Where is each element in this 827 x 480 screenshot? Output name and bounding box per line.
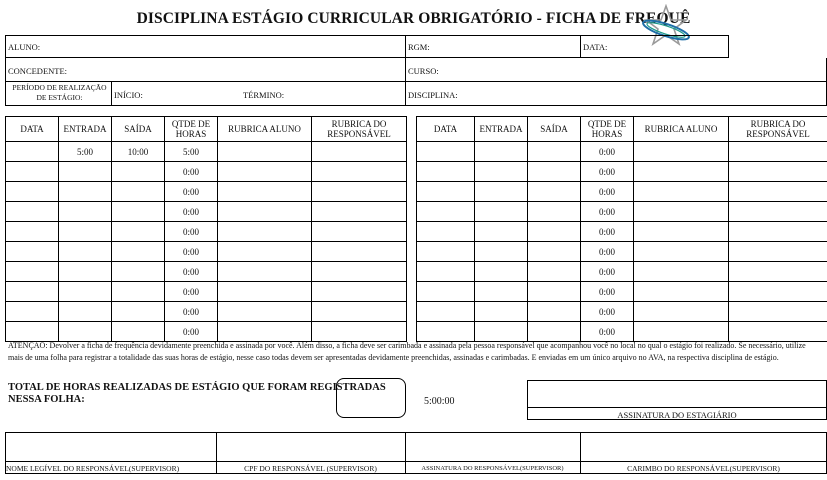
cell-entrada[interactable] xyxy=(59,242,112,262)
disciplina-label: DISCIPLINA: xyxy=(408,90,458,100)
cell-rubrica-aluno[interactable] xyxy=(218,202,312,222)
cell-data[interactable] xyxy=(6,302,59,322)
cell-data[interactable] xyxy=(6,162,59,182)
cell-qtde-horas[interactable]: 5:00 xyxy=(165,142,218,162)
cell-rubrica-responsavel[interactable] xyxy=(729,242,827,262)
cell-data[interactable] xyxy=(6,202,59,222)
cell-data[interactable] xyxy=(417,322,475,342)
aluno-row xyxy=(5,35,729,58)
cell-saida[interactable] xyxy=(528,162,581,182)
cell-qtde-horas[interactable]: 0:00 xyxy=(581,142,634,162)
total-hours-label: TOTAL DE HORAS REALIZADAS DE ESTÁGIO QUE FORAM REGISTRADAS NESSA FOLHA: xyxy=(8,382,386,405)
cell-rubrica-responsavel[interactable] xyxy=(729,202,827,222)
cell-rubrica-responsavel[interactable] xyxy=(312,302,407,322)
curso-label: CURSO: xyxy=(408,66,439,76)
cell-rubrica-responsavel[interactable] xyxy=(729,222,827,242)
table-row xyxy=(417,142,827,162)
col-qtde: QTDE DE HORAS xyxy=(581,117,634,142)
cell-rubrica-responsavel[interactable] xyxy=(312,162,407,182)
col-rubrica-aluno: RUBRICA ALUNO xyxy=(634,117,729,142)
table-row xyxy=(6,322,407,342)
cell-qtde-horas[interactable]: 0:00 xyxy=(165,182,218,202)
table-row xyxy=(6,142,407,162)
cell-rubrica-responsavel[interactable] xyxy=(312,242,407,262)
cell-rubrica-aluno[interactable] xyxy=(218,322,312,342)
cell-data[interactable] xyxy=(417,222,475,242)
rgm-label: RGM: xyxy=(408,42,430,52)
cell-qtde-horas[interactable]: 0:00 xyxy=(581,242,634,262)
cell-data[interactable] xyxy=(417,142,475,162)
cell-saida[interactable] xyxy=(112,222,165,242)
cell-rubrica-responsavel[interactable] xyxy=(729,162,827,182)
supervisor-cpf-label: CPF DO RESPONSÁVEL (SUPERVISOR) xyxy=(244,464,377,473)
cell-saida[interactable] xyxy=(112,162,165,182)
supervisor-signature-label: ASSINATURA DO RESPONSÁVEL(SUPERVISOR) xyxy=(421,465,564,472)
col-saida: SAÍDA xyxy=(112,117,165,142)
cell-rubrica-responsavel[interactable] xyxy=(729,302,827,322)
table-row xyxy=(6,262,407,282)
cell-entrada[interactable] xyxy=(475,322,528,342)
cell-rubrica-aluno[interactable] xyxy=(634,182,729,202)
cell-rubrica-aluno[interactable] xyxy=(634,162,729,182)
cell-data[interactable] xyxy=(417,242,475,262)
page-title: DISCIPLINA ESTÁGIO CURRICULAR OBRIGATÓRIO - FICHA DE FREQUÊ xyxy=(136,10,691,27)
cell-rubrica-aluno[interactable] xyxy=(634,142,729,162)
cell-saida[interactable] xyxy=(528,222,581,242)
cell-rubrica-aluno[interactable] xyxy=(218,182,312,202)
col-rubrica-aluno: RUBRICA ALUNO xyxy=(218,117,312,142)
cell-rubrica-responsavel[interactable] xyxy=(312,202,407,222)
cell-qtde-horas[interactable]: 0:00 xyxy=(581,322,634,342)
cell-entrada[interactable]: 5:00 xyxy=(59,142,112,162)
col-saida: SAÍDA xyxy=(528,117,581,142)
col-rubrica-responsavel: RUBRICA DO RESPONSÁVEL xyxy=(312,117,407,142)
cell-qtde-horas[interactable]: 0:00 xyxy=(165,162,218,182)
supervisor-name-label: NOME LEGÍVEL DO RESPONSÁVEL(SUPERVISOR) xyxy=(6,464,180,473)
attention-note: ATENÇÃO: Devolver a ficha de frequência devidamente preenchida e assinada por você. Além disso, a ficha deve ser carimbada e assinada pela pessoa responsável que acompanhou você no local no qual o estágio foi realizado. Se necessário, utilize mais de uma folha para registrar a totalidade das suas horas de estágio, nesse caso todas devem ser apresentadas devidamente preenchidas, assinadas e carimbadas. E enviadas em um único arquivo no AVA, na respectiva disciplina de estágio. xyxy=(8,341,806,362)
data-label: DATA: xyxy=(583,42,608,52)
total-hours-box xyxy=(336,378,406,418)
cell-entrada[interactable] xyxy=(59,322,112,342)
col-rubrica-responsavel: RUBRICA DO RESPONSÁVEL xyxy=(729,117,827,142)
cell-rubrica-responsavel[interactable] xyxy=(312,322,407,342)
col-qtde: QTDE DE HORAS xyxy=(165,117,218,142)
cell-rubrica-aluno[interactable] xyxy=(218,282,312,302)
cell-entrada[interactable] xyxy=(475,182,528,202)
cell-rubrica-aluno[interactable] xyxy=(218,242,312,262)
cell-saida[interactable]: 10:00 xyxy=(112,142,165,162)
cell-rubrica-aluno[interactable] xyxy=(634,322,729,342)
cell-rubrica-aluno[interactable] xyxy=(218,262,312,282)
cell-entrada[interactable] xyxy=(475,302,528,322)
cell-data[interactable] xyxy=(6,262,59,282)
cell-qtde-horas[interactable]: 0:00 xyxy=(165,322,218,342)
cell-rubrica-aluno[interactable] xyxy=(218,302,312,322)
cell-saida[interactable] xyxy=(528,182,581,202)
cell-entrada[interactable] xyxy=(59,222,112,242)
cell-qtde-horas[interactable]: 0:00 xyxy=(581,202,634,222)
cell-rubrica-aluno[interactable] xyxy=(634,242,729,262)
cell-data[interactable] xyxy=(6,282,59,302)
periodo-label: PERÍODO DE REALIZAÇÃO DE ESTÁGIO: xyxy=(12,83,107,102)
cell-entrada[interactable] xyxy=(59,302,112,322)
col-data: DATA xyxy=(6,117,59,142)
cell-qtde-horas[interactable]: 0:00 xyxy=(165,222,218,242)
cell-entrada[interactable] xyxy=(475,282,528,302)
cell-rubrica-aluno[interactable] xyxy=(218,222,312,242)
cell-rubrica-responsavel[interactable] xyxy=(729,182,827,202)
cell-qtde-horas[interactable]: 0:00 xyxy=(581,182,634,202)
table-row xyxy=(417,302,827,322)
cell-saida[interactable] xyxy=(528,202,581,222)
cell-saida[interactable] xyxy=(528,262,581,282)
table-row xyxy=(6,202,407,222)
supervisor-stamp-label: CARIMBO DO RESPONSÁVEL(SUPERVISOR) xyxy=(627,464,780,473)
concedente-label: CONCEDENTE: xyxy=(8,66,68,76)
cell-rubrica-responsavel[interactable] xyxy=(729,322,827,342)
termino-label: TÉRMINO: xyxy=(243,90,285,100)
cell-qtde-horas[interactable]: 0:00 xyxy=(581,162,634,182)
table-row xyxy=(6,182,407,202)
table-row xyxy=(6,162,407,182)
cell-data[interactable] xyxy=(417,262,475,282)
aluno-label: ALUNO: xyxy=(8,42,41,52)
table-row xyxy=(6,302,407,322)
cell-entrada[interactable] xyxy=(475,142,528,162)
cell-rubrica-aluno[interactable] xyxy=(634,202,729,222)
cell-qtde-horas[interactable]: 0:00 xyxy=(165,302,218,322)
right-attendance-table xyxy=(416,116,827,342)
cell-rubrica-responsavel[interactable] xyxy=(729,282,827,302)
cell-rubrica-responsavel[interactable] xyxy=(312,142,407,162)
table-row xyxy=(417,162,827,182)
cell-entrada[interactable] xyxy=(475,242,528,262)
cell-saida[interactable] xyxy=(528,322,581,342)
cell-data[interactable] xyxy=(417,302,475,322)
left-attendance-table xyxy=(5,116,407,342)
cell-data[interactable] xyxy=(417,202,475,222)
cell-qtde-horas[interactable]: 0:00 xyxy=(165,282,218,302)
cell-entrada[interactable] xyxy=(59,202,112,222)
cell-qtde-horas[interactable]: 0:00 xyxy=(165,262,218,282)
col-entrada: ENTRADA xyxy=(475,117,528,142)
cell-rubrica-aluno[interactable] xyxy=(218,162,312,182)
cell-data[interactable] xyxy=(6,222,59,242)
cell-saida[interactable] xyxy=(528,282,581,302)
cell-data[interactable] xyxy=(417,182,475,202)
table-row xyxy=(417,182,827,202)
table-row xyxy=(6,242,407,262)
cell-qtde-horas[interactable]: 0:00 xyxy=(165,242,218,262)
cell-data[interactable] xyxy=(6,322,59,342)
col-data: DATA xyxy=(417,117,475,142)
cell-data[interactable] xyxy=(417,162,475,182)
cell-saida[interactable] xyxy=(112,282,165,302)
cell-saida[interactable] xyxy=(528,142,581,162)
cell-entrada[interactable] xyxy=(475,222,528,242)
cell-saida[interactable] xyxy=(112,262,165,282)
cell-rubrica-aluno[interactable] xyxy=(634,262,729,282)
cell-entrada[interactable] xyxy=(59,262,112,282)
cell-qtde-horas[interactable]: 0:00 xyxy=(581,282,634,302)
table-row xyxy=(6,222,407,242)
cell-data[interactable] xyxy=(6,142,59,162)
cell-saida[interactable] xyxy=(528,242,581,262)
inicio-label: INÍCIO: xyxy=(114,90,143,100)
cell-qtde-horas[interactable]: 0:00 xyxy=(165,202,218,222)
cell-qtde-horas[interactable]: 0:00 xyxy=(581,222,634,242)
cell-rubrica-responsavel[interactable] xyxy=(729,142,827,162)
cell-qtde-horas[interactable]: 0:00 xyxy=(581,302,634,322)
table-row xyxy=(417,322,827,342)
cell-rubrica-aluno[interactable] xyxy=(634,282,729,302)
cell-entrada[interactable] xyxy=(475,202,528,222)
cell-entrada[interactable] xyxy=(59,182,112,202)
cell-entrada[interactable] xyxy=(59,282,112,302)
col-entrada: ENTRADA xyxy=(59,117,112,142)
cell-saida[interactable] xyxy=(112,182,165,202)
cell-saida[interactable] xyxy=(112,202,165,222)
cell-entrada[interactable] xyxy=(475,262,528,282)
cell-saida[interactable] xyxy=(112,242,165,262)
table-row xyxy=(417,282,827,302)
table-row xyxy=(417,222,827,242)
cell-rubrica-aluno[interactable] xyxy=(634,222,729,242)
cell-rubrica-responsavel[interactable] xyxy=(729,262,827,282)
cell-data[interactable] xyxy=(6,182,59,202)
cell-rubrica-aluno[interactable] xyxy=(218,142,312,162)
table-row xyxy=(6,282,407,302)
cell-qtde-horas[interactable]: 0:00 xyxy=(581,262,634,282)
cell-entrada[interactable] xyxy=(475,162,528,182)
cell-saida[interactable] xyxy=(528,302,581,322)
total-hours-value: 5:00:00 xyxy=(424,396,455,407)
table-row xyxy=(417,242,827,262)
cell-rubrica-responsavel[interactable] xyxy=(312,222,407,242)
cell-data[interactable] xyxy=(6,242,59,262)
cell-saida[interactable] xyxy=(112,322,165,342)
cell-data[interactable] xyxy=(417,282,475,302)
cell-rubrica-aluno[interactable] xyxy=(634,302,729,322)
table-row xyxy=(417,202,827,222)
cell-rubrica-responsavel[interactable] xyxy=(312,282,407,302)
cell-rubrica-responsavel[interactable] xyxy=(312,262,407,282)
table-row xyxy=(417,262,827,282)
cell-saida[interactable] xyxy=(112,302,165,322)
cell-entrada[interactable] xyxy=(59,162,112,182)
intern-signature-label: ASSINATURA DO ESTAGIÁRIO xyxy=(617,410,737,420)
cell-rubrica-responsavel[interactable] xyxy=(312,182,407,202)
